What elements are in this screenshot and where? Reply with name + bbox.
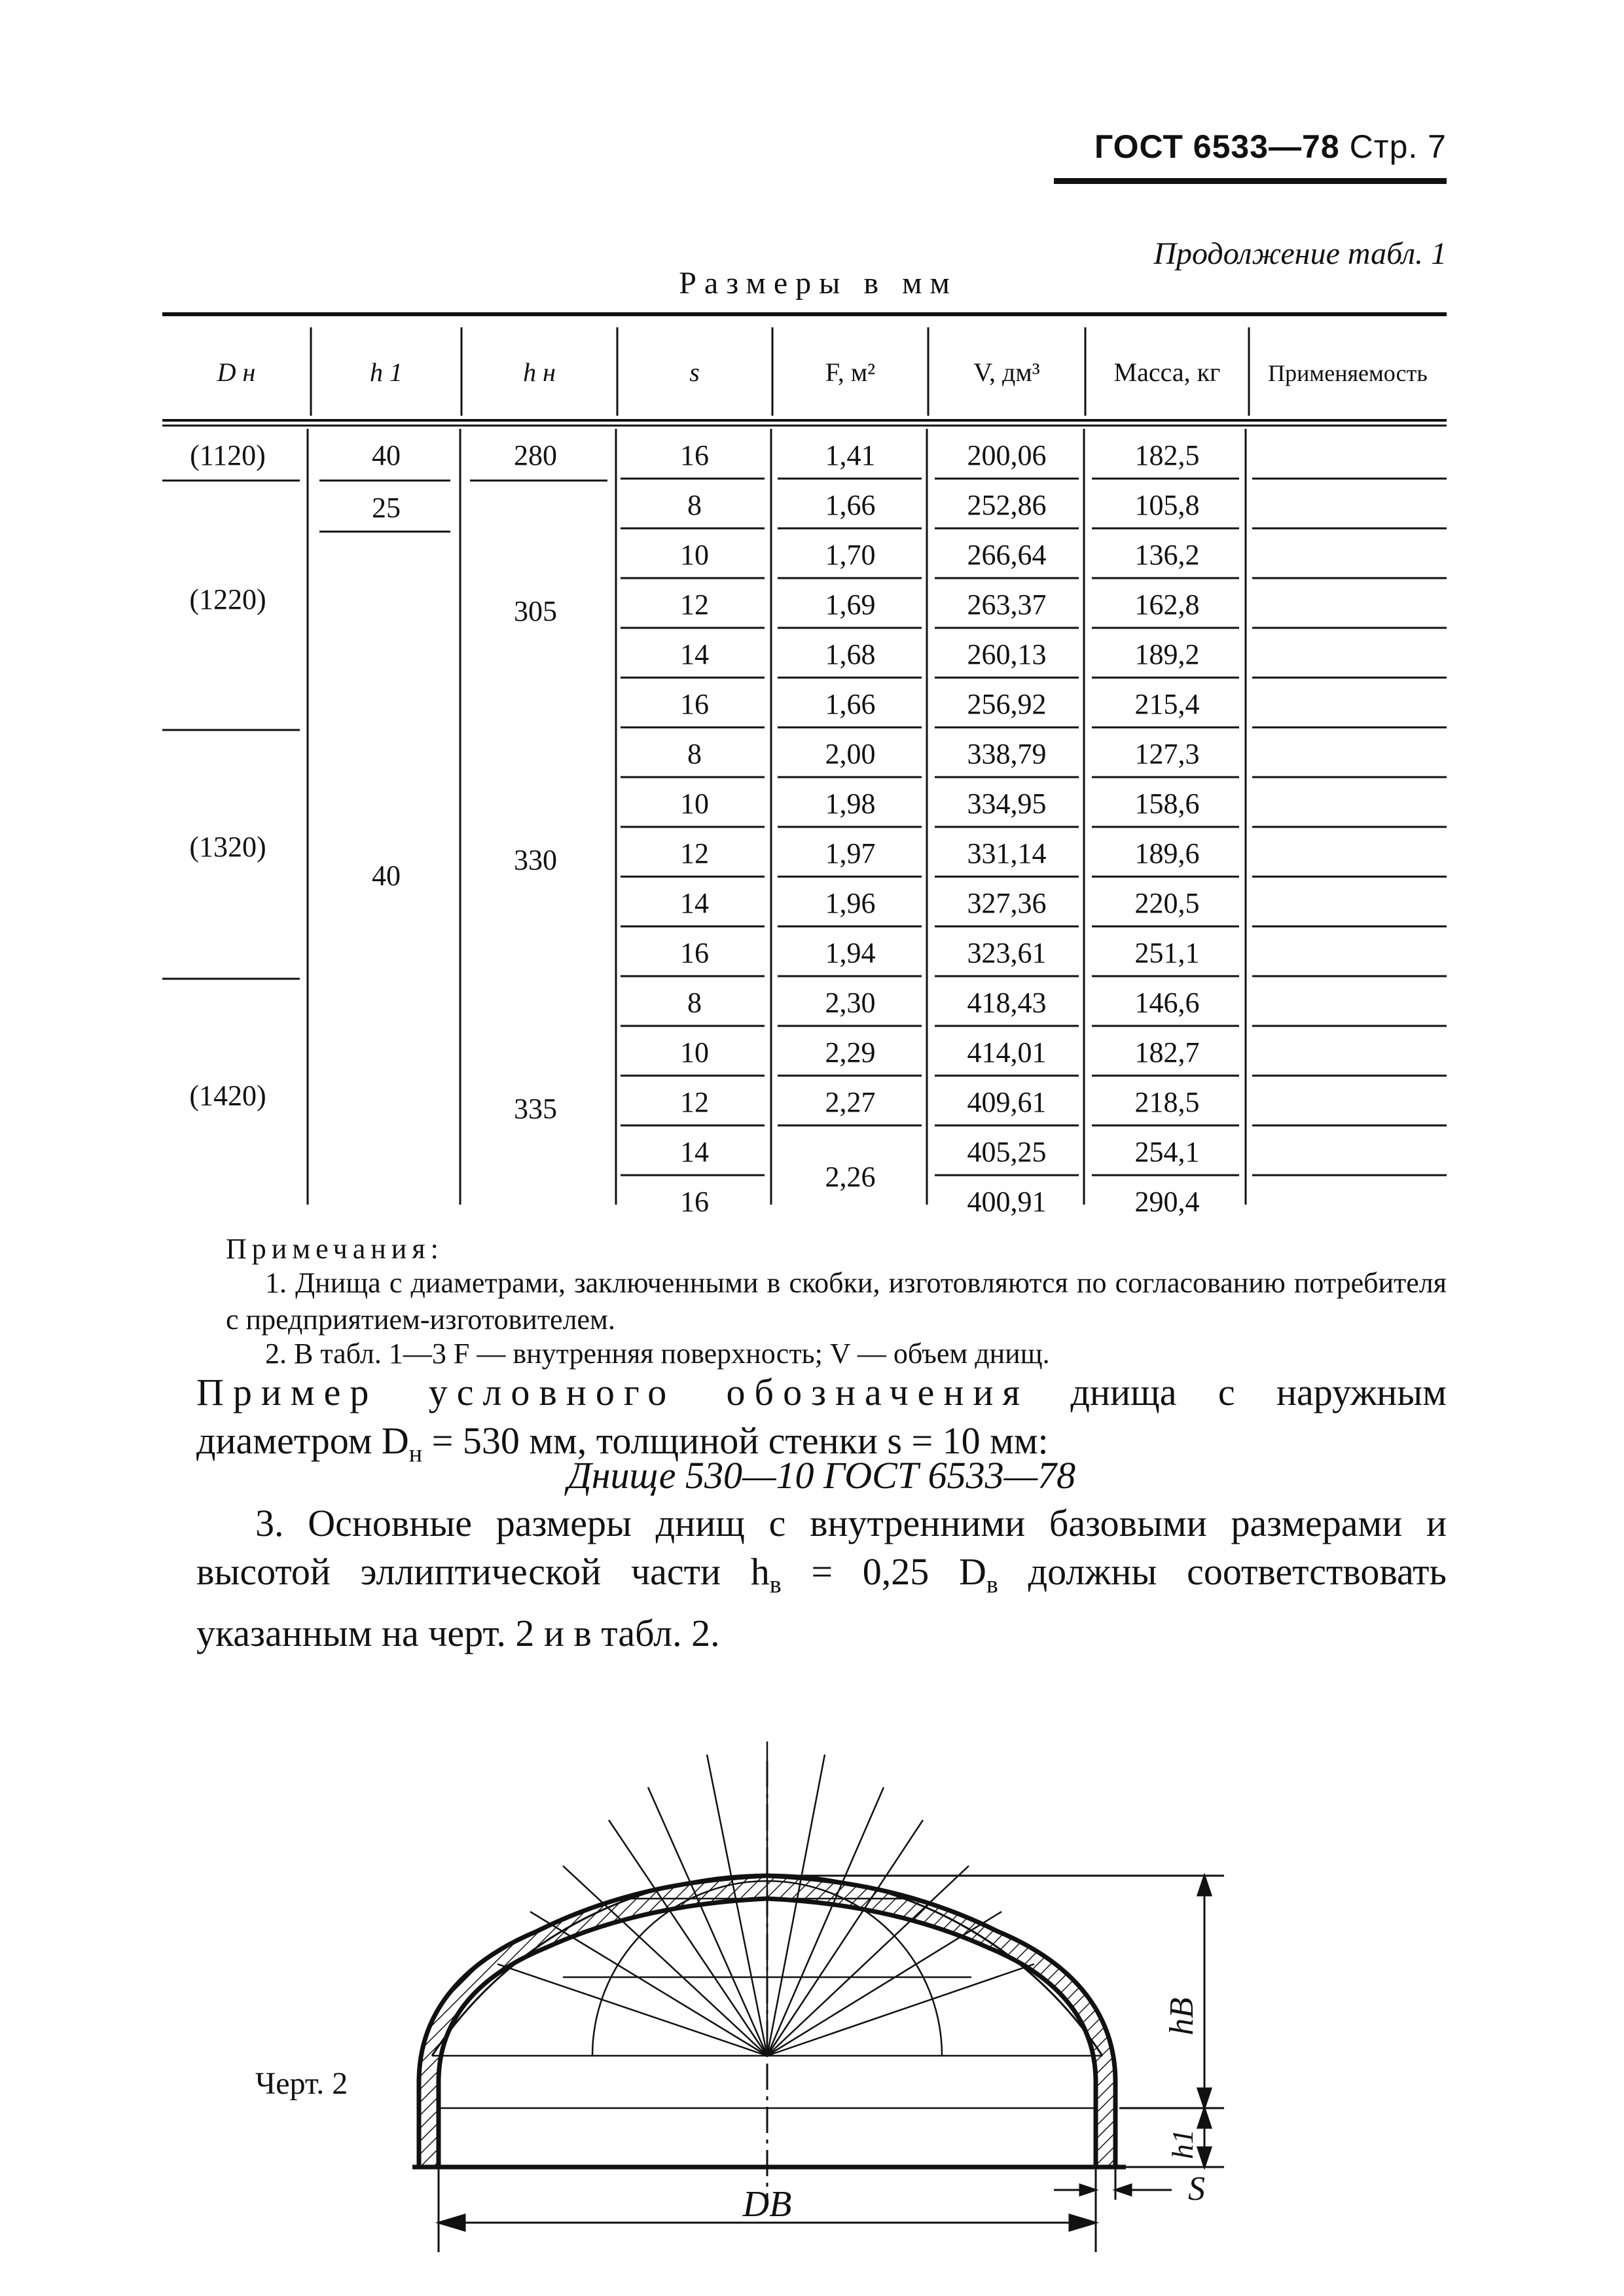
hn-330: 330 <box>514 844 557 876</box>
cell-F: 1,94 <box>825 937 876 969</box>
col-header-v: V, дм³ <box>973 357 1040 387</box>
paragraph-3-part2: = 0,25 D <box>781 1550 986 1593</box>
cell-mass: 220,5 <box>1134 887 1200 919</box>
cell-F: 1,96 <box>825 887 876 919</box>
cell-s: 10 <box>680 1036 709 1068</box>
label-h1: h1 <box>1166 2129 1199 2159</box>
cell-s: 8 <box>687 738 702 770</box>
cell-s: 16 <box>680 439 709 471</box>
cell-s: 16 <box>680 688 709 720</box>
table-units-label: Размеры в мм <box>679 266 958 301</box>
cell-F: 2,26 <box>825 1161 876 1193</box>
cell-V: 200,06 <box>967 439 1047 471</box>
cell-V: 323,61 <box>967 937 1047 969</box>
cell-F: 1,69 <box>825 589 876 621</box>
cell-mass: 189,6 <box>1134 837 1200 869</box>
paragraph-3-part3: должны соответствовать указанным на черт. 2 и в табл. 2. <box>196 1550 1447 1654</box>
dn-1420: (1420) <box>189 1080 266 1112</box>
col-header-h1: h 1 <box>370 357 403 387</box>
col-header-hn: h н <box>523 357 556 387</box>
cell-s: 12 <box>680 837 709 869</box>
cell-V: 405,25 <box>967 1136 1047 1168</box>
cell-s: 16 <box>680 937 709 969</box>
cell-V: 266,64 <box>967 539 1047 571</box>
cell-mass: 290,4 <box>1134 1186 1200 1218</box>
cell-s: 10 <box>680 539 709 571</box>
header-rule <box>1054 178 1447 184</box>
cell-mass: 146,6 <box>1134 987 1200 1019</box>
cell-mass: 251,1 <box>1134 937 1200 969</box>
cell-F: 2,29 <box>825 1036 876 1068</box>
page-header <box>1041 128 1447 166</box>
cell-V: 334,95 <box>967 788 1047 820</box>
cell-V: 252,86 <box>967 489 1047 521</box>
cell-F: 1,66 <box>825 489 876 521</box>
cell-F: 1,97 <box>825 837 876 869</box>
cell-F: 2,27 <box>825 1086 876 1118</box>
cell-mass: 218,5 <box>1134 1086 1200 1118</box>
h1-40-first: 40 <box>372 439 401 471</box>
standard-number: ГОСТ 6533—78 <box>1094 128 1340 165</box>
paragraph-3-sub2: в <box>986 1571 998 1599</box>
table-continuation-label: Продолжение табл. 1 <box>1153 236 1447 271</box>
note-2: 2. В табл. 1—3 F — внутренняя поверхность; V — объем днищ. <box>265 1338 1050 1370</box>
label-s: S <box>1188 2170 1205 2208</box>
col-header-mass: Масса, кг <box>1113 357 1221 387</box>
cell-s: 14 <box>680 1136 709 1168</box>
cell-mass: 215,4 <box>1134 688 1200 720</box>
table-header-labels <box>217 357 1428 387</box>
cell-mass: 189,2 <box>1134 638 1200 670</box>
col-header-dn: D н <box>217 357 256 387</box>
dn-1120: (1120) <box>190 439 266 471</box>
hn-280: 280 <box>514 439 557 471</box>
example-sub: н <box>408 1440 423 1468</box>
cell-V: 418,43 <box>967 987 1047 1019</box>
hn-335: 335 <box>514 1093 557 1125</box>
paragraph-3-part1: 3. Основные размеры днищ с внутренними базовыми размерами и высотой эллиптической части h <box>196 1502 1447 1593</box>
example-lead: Пример условного обозначения <box>196 1371 1030 1413</box>
cell-mass: 162,8 <box>1134 589 1200 621</box>
dn-1220: (1220) <box>189 583 266 615</box>
cell-F: 1,66 <box>825 688 876 720</box>
cell-s: 16 <box>680 1186 709 1218</box>
cell-V: 263,37 <box>967 589 1047 621</box>
example-rest: днища с наружным диаметром D <box>196 1371 1447 1462</box>
cell-s: 8 <box>687 489 702 521</box>
cell-F: 1,68 <box>825 638 876 670</box>
example-designation: Днище 530—10 ГОСТ 6533—78 <box>567 1454 1076 1497</box>
cell-F: 1,41 <box>825 439 876 471</box>
note-1: 1. Днища с диаметрами, заключенными в скобки, изготовляются по согласованию потребителя с предприятием-изготовителем. <box>226 1267 1447 1336</box>
height-dimensions <box>772 1876 1224 2167</box>
hn-305: 305 <box>514 595 557 627</box>
h1-40: 40 <box>372 860 401 892</box>
paragraph-3-sub1: в <box>769 1571 782 1599</box>
cell-mass: 158,6 <box>1134 788 1200 820</box>
cell-s: 8 <box>687 987 702 1019</box>
cell-V: 414,01 <box>967 1036 1047 1068</box>
h1-25: 25 <box>372 492 401 524</box>
cell-mass: 127,3 <box>1134 738 1200 770</box>
cell-s: 10 <box>680 788 709 820</box>
table-body-dividers <box>308 429 1246 1205</box>
col-header-applicability: Применяемость <box>1268 360 1428 386</box>
dimensions-table <box>162 308 1447 1224</box>
label-db: DB <box>742 2184 792 2225</box>
cell-s: 12 <box>680 1086 709 1118</box>
cell-F: 1,98 <box>825 788 876 820</box>
cell-V: 327,36 <box>967 887 1047 919</box>
cell-F: 2,30 <box>825 987 876 1019</box>
table-header-dividers <box>311 327 1249 416</box>
page-number: Стр. 7 <box>1349 128 1447 165</box>
col-header-s: s <box>689 357 700 387</box>
cell-V: 338,79 <box>967 738 1047 770</box>
cell-s: 12 <box>680 589 709 621</box>
row-lines <box>621 479 1447 1175</box>
cell-V: 409,61 <box>967 1086 1047 1118</box>
group-labels <box>189 439 557 1125</box>
cell-mass: 254,1 <box>1134 1136 1200 1168</box>
wall-thickness-dimension <box>1054 2167 1172 2252</box>
cell-mass: 182,7 <box>1134 1036 1200 1068</box>
cell-V: 331,14 <box>967 837 1047 869</box>
cell-F: 1,70 <box>825 539 876 571</box>
cell-V: 400,91 <box>967 1186 1047 1218</box>
dn-1320: (1320) <box>189 831 266 863</box>
row-values <box>680 439 1200 1218</box>
label-hb: hB <box>1163 1997 1200 2035</box>
notes-title: Примечания: <box>226 1233 444 1265</box>
example-tail: = 530 мм, толщиной стенки s = 10 мм: <box>422 1419 1049 1462</box>
group-separators <box>162 481 607 979</box>
col-header-f: F, м² <box>825 357 876 387</box>
cell-s: 14 <box>680 887 709 919</box>
cell-mass: 136,2 <box>1134 539 1200 571</box>
drawing-2 <box>367 1624 1303 2225</box>
cell-F: 2,00 <box>825 738 876 770</box>
cell-V: 260,13 <box>967 638 1047 670</box>
cell-s: 14 <box>680 638 709 670</box>
cell-mass: 105,8 <box>1134 489 1200 521</box>
drawing-caption: Черт. 2 <box>255 2066 348 2101</box>
cell-mass: 182,5 <box>1134 439 1200 471</box>
cell-V: 256,92 <box>967 688 1047 720</box>
